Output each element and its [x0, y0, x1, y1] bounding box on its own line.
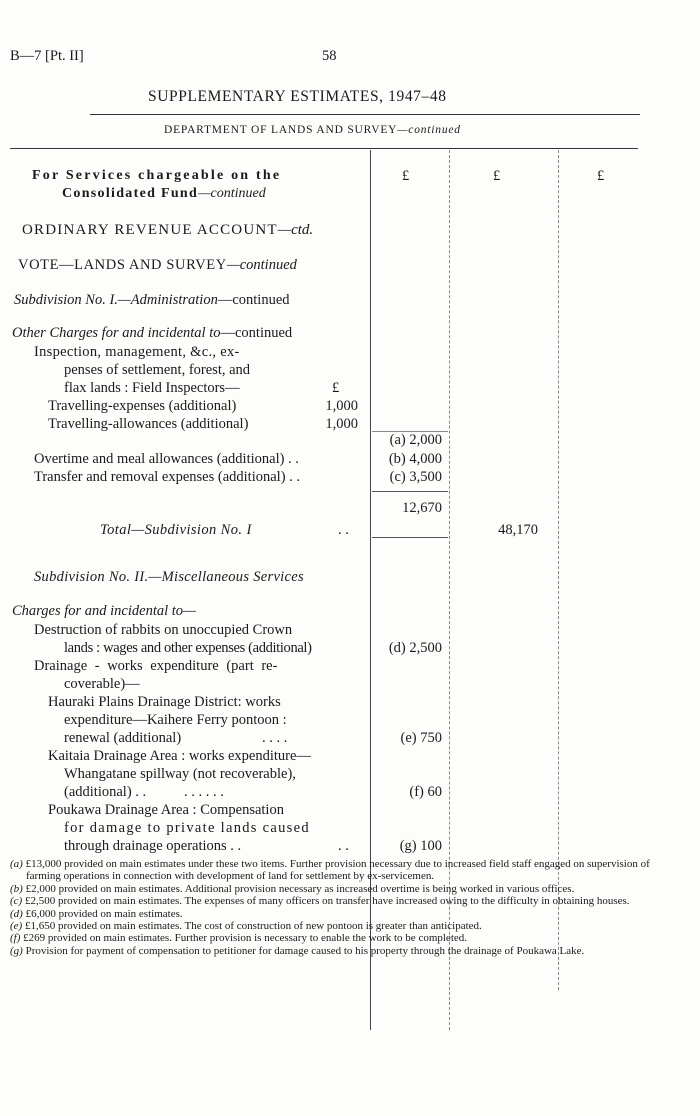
subtotal-value: 12,670 — [402, 500, 442, 516]
inner-pound-sign: £ — [332, 380, 340, 396]
travelling-allowances-label: Travelling-allowances (additional) — [48, 416, 249, 432]
item-b-value: (b) 4,000 — [388, 451, 442, 467]
subtotal-rule — [372, 491, 448, 492]
total-leader-dots: . . — [338, 522, 349, 538]
kaitaia-line-3: (additional) . . — [64, 784, 147, 800]
subdivision-1-name: Subdivision No. I.—Administration — [14, 292, 218, 308]
poukawa-line-3: through drainage operations . . — [64, 838, 242, 854]
page-number: 58 — [322, 48, 337, 64]
inspection-line-3: flax lands : Field Inspectors— — [64, 380, 240, 396]
vote-continued: —continued — [226, 257, 297, 273]
hauraki-line-1: Hauraki Plains Drainage District: works — [48, 694, 281, 710]
department-name: DEPARTMENT OF LANDS AND SURVEY — [164, 124, 398, 136]
other-charges-heading — [12, 325, 292, 342]
table-top-rule — [10, 148, 638, 149]
document-reference: B—7 [Pt. II] — [10, 48, 84, 64]
other-charges-label: Other Charges for and incidental to — [12, 325, 221, 341]
total-subdivision-1-label: Total—Subdivision No. I — [100, 522, 252, 538]
footnotes — [10, 858, 682, 957]
other-charges-continued: —continued — [220, 325, 293, 341]
travelling-expenses-label: Travelling-expenses (additional) — [48, 398, 237, 414]
page-title: SUPPLEMENTARY ESTIMATES, 1947–48 — [148, 88, 447, 105]
item-e-value: (e) 750 — [400, 730, 442, 746]
vote-heading — [18, 257, 297, 274]
column-header-1: £ — [402, 168, 410, 184]
transfer-label: Transfer and removal expenses (additional) . . — [34, 469, 301, 485]
hauraki-leader-dots: . . . . — [262, 730, 288, 746]
item-d-value: (d) 2,500 — [388, 640, 442, 656]
rabbits-line-2: lands : wages and other expenses (additional) — [64, 640, 312, 656]
inspection-line-1: Inspection, management, &c., ex- — [34, 344, 240, 360]
hauraki-line-2: expenditure—Kaihere Ferry pontoon : — [64, 712, 287, 728]
footnote-a: (a) £13,000 provided on main estimates under these two items. Further provision necessary due to increased field staff engaged on supervision of farming operations in connection with development of land for settlement by ex-servicemen. — [10, 858, 650, 883]
poukawa-leader-dots: . . — [338, 838, 349, 854]
column-header-2: £ — [493, 168, 501, 184]
footnote-d: (d) £6,000 provided on main estimates. — [10, 907, 183, 920]
travelling-allowances-value: 1,000 — [325, 416, 358, 432]
footnote-f: (f) £269 provided on main estimates. Further provision is necessary to enable the work to be completed. — [10, 932, 468, 945]
rabbits-line-1: Destruction of rabbits on unoccupied Crown — [34, 622, 293, 638]
account-continued: —ctd. — [277, 222, 314, 238]
travelling-expenses-value: 1,000 — [325, 398, 358, 414]
vote-name: VOTE—LANDS AND SURVEY — [18, 257, 227, 273]
overtime-label: Overtime and meal allowances (additional) . . — [34, 451, 299, 467]
item-a-value: (a) 2,000 — [389, 432, 442, 448]
item-f-value: (f) 60 — [409, 784, 442, 800]
kaitaia-line-2: Whangatane spillway (not recoverable), — [64, 766, 296, 782]
charges-heading: Charges for and incidental to— — [12, 603, 196, 619]
footnote-b: (b) £2,000 provided on main estimates. Additional provision necessary as increased overtime is being worked in various offices. — [10, 882, 575, 895]
item-g-value: (g) 100 — [399, 838, 442, 854]
footnote-e: (e) £1,650 provided on main estimates. The cost of construction of new pontoon is greater than anticipated. — [10, 920, 482, 933]
services-heading-continued: —continued — [198, 186, 266, 201]
item-c-value: (c) 3,500 — [389, 469, 442, 485]
footnote-g: (g) Provision for payment of compensation to petitioner for damage caused to his property through the drainage of Poukawa Lake. — [10, 944, 585, 957]
total-rule — [372, 537, 448, 538]
title-rule — [90, 114, 640, 115]
total-subdivision-1-value: 48,170 — [498, 522, 538, 538]
column-header-3: £ — [597, 168, 605, 184]
subdivision-1-continued: —continued — [217, 292, 290, 308]
drainage-line-2: coverable)— — [64, 676, 140, 692]
services-heading-fund: Consolidated Fund — [62, 186, 199, 201]
subdivision-2-title: Subdivision No. II.—Miscellaneous Services — [34, 569, 304, 585]
footnote-c: (c) £2,500 provided on main estimates. The expenses of many officers on transfer have increased owing to the difficulty in obtaining houses. — [10, 895, 630, 908]
services-heading-line1: For Services chargeable on the — [32, 168, 282, 183]
kaitaia-line-1: Kaitaia Drainage Area : works expenditure— — [48, 748, 311, 764]
inspection-line-2: penses of settlement, forest, and — [64, 362, 251, 378]
subdivision-1-title — [14, 292, 290, 309]
services-heading-line2 — [62, 186, 266, 202]
department-continued: —continued — [397, 124, 461, 136]
account-name: ORDINARY REVENUE ACCOUNT — [22, 222, 278, 238]
drainage-line-1: Drainage - works expenditure (part re- — [34, 658, 278, 674]
account-heading — [22, 222, 313, 239]
kaitaia-leader-dots: . . . . . . — [184, 784, 224, 800]
hauraki-line-3: renewal (additional) — [64, 730, 182, 746]
poukawa-line-1: Poukawa Drainage Area : Compensation — [48, 802, 284, 818]
department-heading — [164, 124, 461, 136]
poukawa-line-2: for damage to private lands caused — [64, 820, 310, 836]
